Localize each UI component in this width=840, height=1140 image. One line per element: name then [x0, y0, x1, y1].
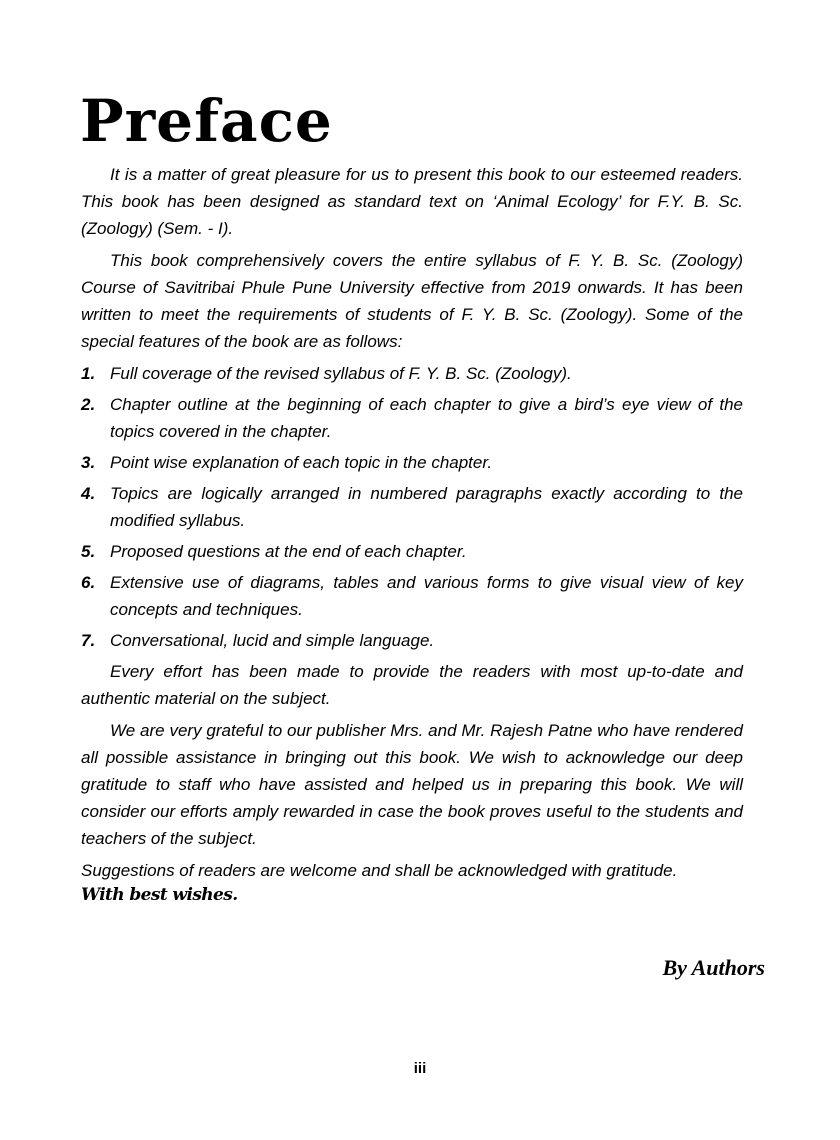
list-item-text: Full coverage of the revised syllabus of F. Y. B. Sc. (Zoology).	[110, 364, 572, 383]
list-item-number: 2.	[81, 395, 96, 414]
list-item-number: 7.	[81, 631, 96, 650]
closing-paragraph-1: Every effort has been made to provide the readers with most up-to-date and authentic material on the subject.	[81, 662, 743, 708]
page-number: iii	[413, 1060, 427, 1077]
list-item-text: Proposed questions at the end of each chapter.	[110, 542, 467, 561]
list-item-text: Extensive use of diagrams, tables and various forms to give visual view of key concepts and techniques.	[110, 573, 743, 619]
list-item	[81, 360, 743, 387]
best-wishes: With best wishes.	[81, 885, 238, 905]
list-item-text: Conversational, lucid and simple language.	[110, 631, 435, 650]
list-item-number: 3.	[81, 453, 96, 472]
list-item-text: Point wise explanation of each topic in the chapter.	[110, 453, 493, 472]
list-item	[81, 391, 743, 445]
list-item-number: 5.	[81, 542, 96, 561]
page-title: Preface	[80, 87, 333, 155]
intro-paragraph-2: This book comprehensively covers the entire syllabus of F. Y. B. Sc. (Zoology) Course of Savitribai Phule Pune University effective from 2019 onwards. It has been written to meet the requirements of students of F. Y. B. Sc. (Zoology). Some of the special features of the book are as follows:	[81, 251, 743, 351]
list-item	[81, 627, 743, 654]
list-item	[81, 569, 743, 623]
list-item-text: Topics are logically arranged in numbered paragraphs exactly according to the modified syllabus.	[110, 484, 743, 530]
list-item-text: Chapter outline at the beginning of each chapter to give a bird’s eye view of the topics covered in the chapter.	[110, 395, 743, 441]
suggestions-line: Suggestions of readers are welcome and shall be acknowledged with gratitude.	[81, 861, 678, 880]
list-item-number: 4.	[81, 484, 96, 503]
intro-paragraph-1: It is a matter of great pleasure for us to present this book to our esteemed readers. This book has been designed as standard text on ‘Animal Ecology’ for F.Y. B. Sc. (Zoology) (Sem. - I).	[81, 165, 743, 238]
preface-body	[81, 161, 743, 906]
list-item	[81, 449, 743, 476]
closing-paragraph-2: We are very grateful to our publisher Mrs. and Mr. Rajesh Patne who have rendered all possible assistance in bringing out this book. We wish to acknowledge our deep gratitude to staff who have assisted and helped us in preparing this book. We will consider our efforts amply rewarded in case the book proves useful to the students and teachers of the subject.	[81, 721, 743, 848]
list-item-number: 1.	[81, 364, 96, 383]
features-list	[81, 360, 743, 654]
signature: By Authors	[662, 955, 765, 980]
list-item	[81, 480, 743, 534]
list-item-number: 6.	[81, 573, 96, 592]
list-item	[81, 538, 743, 565]
